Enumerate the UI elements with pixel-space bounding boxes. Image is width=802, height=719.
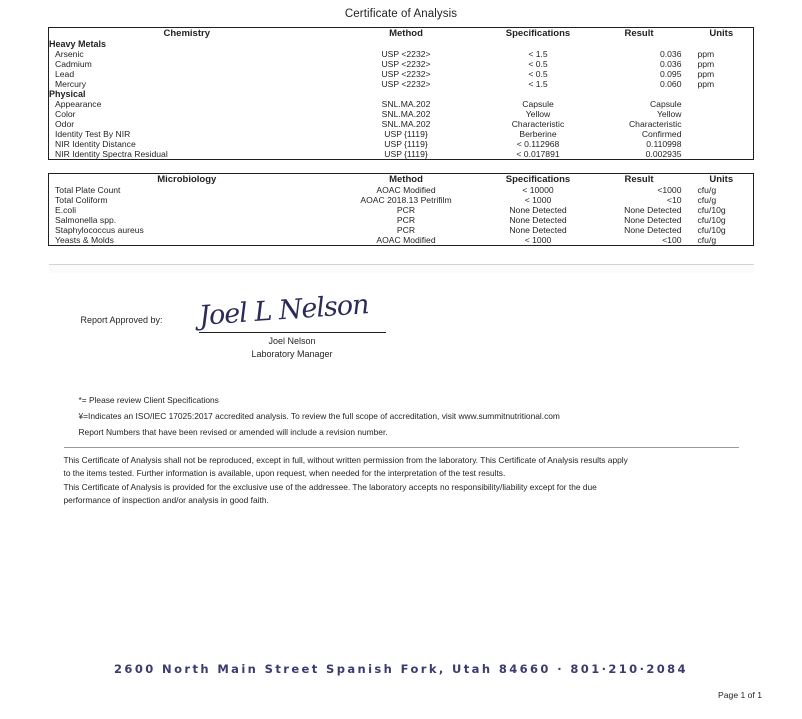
note-revision: Report Numbers that have been revised or amended will include a revision number.: [78, 427, 388, 437]
analyte-method: PCR: [396, 215, 416, 225]
section-label: Heavy Metals: [49, 39, 107, 49]
table-row: [49, 119, 754, 129]
analyte-units: ppm: [697, 79, 715, 89]
analyte-method: AOAC Modified: [376, 235, 436, 245]
analyte-units: ppm: [697, 69, 715, 79]
analyte-name: Mercury: [55, 79, 87, 89]
disclaimer-line-4: performance of inspection and/or analysis in good faith.: [63, 495, 269, 506]
analyte-result: <1000: [657, 185, 682, 195]
disclaimer-block: [64, 447, 739, 506]
note-client-specs: *= Please review Client Specifications: [78, 395, 219, 405]
analyte-name: Salmonella spp.: [55, 215, 117, 225]
section-label: Physical: [49, 89, 86, 99]
analyte-result: Confirmed: [641, 129, 682, 139]
analyte-method: USP <2232>: [381, 59, 431, 69]
microbiology-table: [48, 173, 754, 246]
analyte-name: Lead: [55, 69, 75, 79]
analyte-method: USP {1119}: [384, 149, 428, 159]
analyte-result: 0.036: [659, 49, 682, 59]
column-header-units: Units: [709, 28, 734, 39]
column-header-result: Result: [624, 174, 654, 185]
analyte-result: None Detected: [624, 205, 682, 215]
analyte-units: ppm: [697, 49, 715, 59]
analyte-units: ppm: [697, 59, 715, 69]
disclaimer-line-2: to the items tested. Further information is available, upon request, when needed for the interpretation of the test results.: [63, 468, 506, 479]
table-row: [49, 69, 754, 79]
page-number: Page 1 of 1: [718, 690, 762, 700]
table-row: [49, 109, 754, 119]
analyte-units: cfu/g: [697, 235, 717, 245]
disclaimer-line-1: This Certificate of Analysis shall not be reproduced, except in full, without written permission from the laboratory. This Certificate of Analysis results apply: [63, 455, 628, 465]
approver-role: Laboratory Manager: [251, 349, 333, 359]
analyte-name: E.coli: [55, 205, 77, 215]
analyte-result: 0.110998: [646, 139, 682, 149]
page-title: Certificate of Analysis: [344, 8, 458, 20]
analyte-spec: None Detected: [509, 205, 567, 215]
analyte-spec: < 0.017891: [516, 149, 560, 159]
table-row: [49, 215, 754, 225]
analyte-name: Odor: [55, 119, 75, 129]
section-divider: [49, 264, 754, 273]
analyte-units: [690, 109, 754, 119]
table-row: [49, 139, 754, 149]
analyte-units: cfu/g: [697, 185, 717, 195]
analyte-spec: < 1.5: [528, 49, 548, 59]
analyte-method: USP <2232>: [381, 49, 431, 59]
analyte-name: Total Plate Count: [55, 185, 121, 195]
analyte-method: SNL.MA.202: [381, 109, 431, 119]
analyte-method: USP {1119}: [384, 139, 428, 149]
analyte-spec: None Detected: [509, 225, 567, 235]
analyte-result: <100: [662, 235, 682, 245]
table-row: [49, 195, 754, 205]
analyte-units: [690, 99, 754, 109]
analyte-method: USP <2232>: [381, 69, 431, 79]
table-row: [49, 185, 754, 195]
analyte-result: Yellow: [656, 109, 682, 119]
column-header-specifications: Specifications: [505, 174, 571, 185]
table-row: [49, 59, 754, 69]
column-header-units: Units: [709, 174, 734, 185]
analyte-name: Staphylococcus aureus: [55, 225, 144, 235]
analyte-spec: < 1000: [524, 235, 552, 245]
analyte-units: [690, 149, 754, 160]
approval-block: [49, 289, 754, 369]
analyte-result: None Detected: [624, 215, 682, 225]
section-row: [49, 39, 754, 49]
analyte-result: 0.095: [659, 69, 682, 79]
analyte-name: Yeasts & Molds: [55, 235, 114, 245]
analyte-method: AOAC 2018.13 Petrifilm: [360, 195, 452, 205]
analyte-spec: Yellow: [525, 109, 551, 119]
table-row: [49, 49, 754, 59]
analyte-result: Characteristic: [628, 119, 682, 129]
footer-address: 2600 North Main Street Spanish Fork, Utah 84660 · 801·210·2084: [114, 662, 688, 676]
analyte-name: NIR Identity Distance: [55, 139, 136, 149]
table-row: [49, 225, 754, 235]
analyte-name: Cadmium: [55, 59, 92, 69]
analyte-method: PCR: [396, 225, 416, 235]
approval-label: Report Approved by:: [80, 315, 163, 325]
table-row: [49, 129, 754, 139]
analyte-result: 0.002935: [645, 149, 682, 159]
analyte-method: USP <2232>: [381, 79, 431, 89]
table-row: [49, 235, 754, 246]
analyte-result: Capsule: [649, 99, 682, 109]
column-header-result: Result: [624, 28, 654, 39]
notes-block: [49, 395, 754, 437]
note-accreditation: ¥=Indicates an ISO/IEC 17025:2017 accredited analysis. To review the full scope of accreditation, visit www.summitnutritional.com: [78, 411, 560, 421]
analyte-spec: Berberine: [519, 129, 557, 139]
analyte-spec: < 1000: [524, 195, 552, 205]
analyte-spec: Capsule: [522, 99, 554, 109]
analyte-result: <10: [666, 195, 682, 205]
chemistry-table: [48, 27, 754, 160]
signature-image: Joel L Nelson: [197, 289, 369, 332]
table-row: [49, 99, 754, 109]
column-header-method: Method: [389, 28, 423, 39]
signature-line: [199, 332, 386, 333]
analyte-method: AOAC Modified: [376, 185, 436, 195]
table-row: [49, 79, 754, 89]
analyte-name: Appearance: [55, 99, 102, 109]
analyte-method: SNL.MA.202: [381, 119, 431, 129]
disclaimer-line-3: This Certificate of Analysis is provided for the exclusive use of the addressee. The laboratory accepts no responsibility/liability except for the due: [63, 481, 597, 492]
approver-name: Joel Nelson: [268, 336, 316, 346]
section-row: [49, 89, 754, 99]
analyte-units: cfu/10g: [697, 205, 726, 215]
analyte-result: 0.036: [659, 59, 682, 69]
analyte-units: [690, 139, 754, 149]
analyte-name: Arsenic: [55, 49, 84, 59]
analyte-spec: < 0.5: [528, 59, 548, 69]
table-header-row: [49, 174, 754, 186]
column-header-specifications: Specifications: [505, 28, 571, 39]
analyte-name: NIR Identity Spectra Residual: [55, 149, 168, 159]
analyte-spec: < 1.5: [528, 79, 548, 89]
column-header-method: Method: [389, 174, 423, 185]
analyte-spec: Characteristic: [511, 119, 565, 129]
analyte-units: [690, 129, 754, 139]
table-header-row: [49, 28, 754, 40]
analyte-spec: < 0.5: [528, 69, 548, 79]
analyte-method: USP {1119}: [384, 129, 428, 139]
analyte-units: cfu/10g: [697, 215, 726, 225]
analyte-method: SNL.MA.202: [381, 99, 431, 109]
table-row: [49, 149, 754, 160]
analyte-units: cfu/10g: [697, 225, 726, 235]
analyte-name: Color: [55, 109, 76, 119]
table-row: [49, 205, 754, 215]
analyte-spec: < 0.112968: [516, 139, 560, 149]
column-header-chemistry: Chemistry: [163, 28, 210, 39]
analyte-method: PCR: [396, 205, 416, 215]
analyte-name: Identity Test By NIR: [55, 129, 131, 139]
column-header-microbiology: Microbiology: [157, 174, 217, 185]
analyte-spec: None Detected: [509, 215, 567, 225]
analyte-units: [690, 119, 754, 129]
analyte-name: Total Coliform: [55, 195, 108, 205]
analyte-result: None Detected: [624, 225, 682, 235]
analyte-units: cfu/g: [697, 195, 717, 205]
analyte-result: 0.060: [659, 79, 682, 89]
analyte-spec: < 10000: [522, 185, 554, 195]
